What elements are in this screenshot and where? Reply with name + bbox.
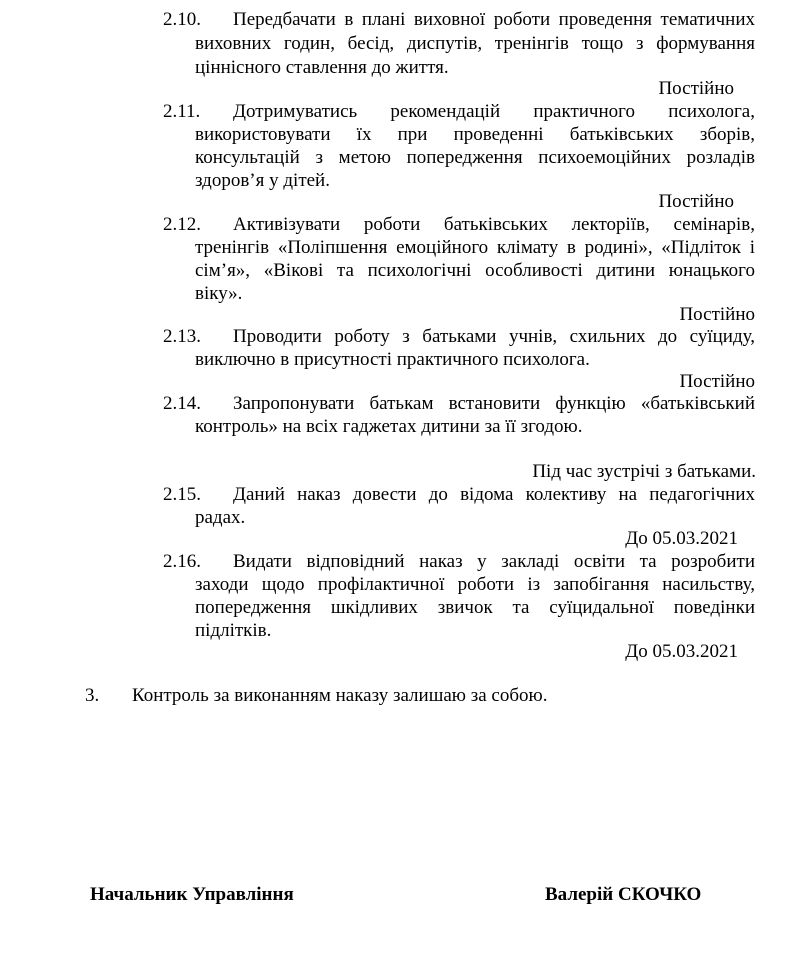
item-term: Постійно xyxy=(679,304,755,325)
item-text: віку». xyxy=(195,283,243,304)
item-number: 2.13. xyxy=(163,326,201,347)
item-text: Видати відповідний наказ у закладі освіти та розробити xyxy=(233,551,755,572)
section-text: Контроль за виконанням наказу залишаю за собою. xyxy=(132,685,548,706)
item-text: Даний наказ довести до відома колективу на педагогічних xyxy=(233,484,755,505)
item-term: До 05.03.2021 xyxy=(625,528,738,549)
item-text: підлітків. xyxy=(195,620,272,641)
item-term: До 05.03.2021 xyxy=(625,641,738,662)
item-text: ціннісного ставлення до життя. xyxy=(195,57,449,78)
item-text: сім’я», «Вікові та психологічні особливості дитини юнацького xyxy=(195,260,755,281)
item-text: Дотримуватись рекомендацій практичного психолога, xyxy=(233,101,755,122)
signature-position: Начальник Управління xyxy=(90,884,294,905)
signature-name: Валерій СКОЧКО xyxy=(545,884,702,905)
item-number: 2.15. xyxy=(163,484,201,505)
item-text: Активізувати роботи батьківських лекторіїв, семінарів, xyxy=(233,214,755,235)
section-number: 3. xyxy=(85,685,100,706)
item-number: 2.10. xyxy=(163,9,201,30)
item-text: консультацій з метою попередження психоемоційних розладів xyxy=(195,147,755,168)
item-number: 2.14. xyxy=(163,393,201,414)
item-number: 2.11. xyxy=(163,101,201,122)
item-text: радах. xyxy=(195,507,246,528)
item-text: здоров’я у дітей. xyxy=(195,170,330,191)
item-text: виключно в присутності практичного психолога. xyxy=(195,349,590,370)
item-text: попередження шкідливих звичок та суїцидальної поведінки xyxy=(195,597,755,618)
item-text: використовувати їх при проведенні батьківських зборів, xyxy=(195,124,755,145)
item-text: Проводити роботу з батьками учнів, схильних до суїциду, xyxy=(233,326,755,347)
item-term: Постійно xyxy=(679,371,755,392)
item-text: Передбачати в плані виховної роботи проведення тематичних xyxy=(233,9,755,30)
item-text: виховних годин, бесід, диспутів, тренінгів тощо з формування xyxy=(195,33,755,54)
item-text: тренінгів «Поліпшення емоційного клімату в родині», «Підліток і xyxy=(195,237,755,258)
item-number: 2.12. xyxy=(163,214,201,235)
item-text: Запропонувати батькам встановити функцію «батьківський xyxy=(233,393,755,414)
item-term: Постійно xyxy=(658,78,734,99)
item-number: 2.16. xyxy=(163,551,201,572)
item-text: заходи щодо профілактичної роботи із запобігання насильству, xyxy=(195,574,755,595)
item-text: контроль» на всіх гаджетах дитини за її згодою. xyxy=(195,416,583,437)
item-term: Під час зустрічі з батьками. xyxy=(532,461,756,482)
item-term: Постійно xyxy=(658,191,734,212)
